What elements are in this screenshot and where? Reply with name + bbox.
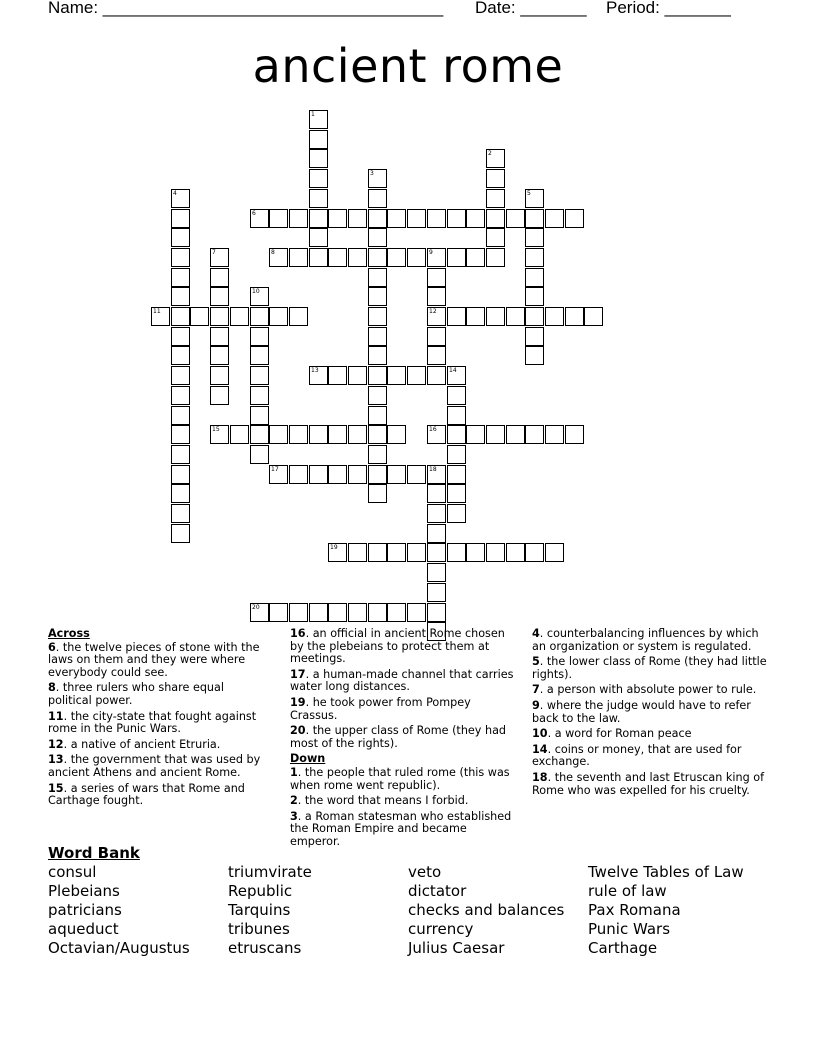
crossword-cell[interactable] <box>171 425 190 444</box>
down-heading: Down <box>290 752 326 766</box>
across-heading: Across <box>48 627 90 640</box>
clue-number: 16 <box>429 426 437 433</box>
clue-number: 5 <box>527 190 531 197</box>
crossword-cell[interactable] <box>171 386 190 405</box>
crossword-cell[interactable] <box>250 603 269 622</box>
crossword-cell[interactable] <box>269 425 288 444</box>
word-bank-column-4 <box>588 863 744 958</box>
crossword-cell[interactable] <box>368 287 387 306</box>
crossword-cell[interactable] <box>289 209 308 228</box>
crossword-cell[interactable] <box>545 307 564 326</box>
crossword-cell[interactable] <box>368 346 387 365</box>
crossword-cell[interactable] <box>348 465 367 484</box>
crossword-cell[interactable] <box>348 209 367 228</box>
crossword-cell[interactable] <box>250 366 269 385</box>
crossword-cell[interactable] <box>368 445 387 464</box>
crossword-cell[interactable] <box>269 603 288 622</box>
crossword-cell[interactable] <box>171 228 190 247</box>
clue-column-2 <box>290 628 520 852</box>
clue-across-11: 11. the city-state that fought against rome in the Punic Wars. <box>48 709 257 736</box>
word-bank-item: Octavian/Augustus <box>48 939 190 957</box>
clue-across-17: 17. a human-made channel that carries water long distances. <box>290 667 514 694</box>
crossword-cell[interactable] <box>328 603 347 622</box>
word-bank-item: dictator <box>408 882 467 900</box>
crossword-cell[interactable] <box>250 327 269 346</box>
crossword-cell[interactable] <box>486 228 505 247</box>
crossword-cell[interactable] <box>250 287 269 306</box>
crossword-cell[interactable] <box>309 465 328 484</box>
crossword-cell[interactable] <box>447 386 466 405</box>
crossword-cell[interactable] <box>348 425 367 444</box>
clue-number: 10 <box>252 288 260 295</box>
word-bank-item: Republic <box>228 882 293 900</box>
clue-column-3 <box>532 628 768 800</box>
crossword-cell[interactable] <box>427 465 446 484</box>
crossword-cell[interactable] <box>269 248 288 267</box>
clue-across-20: 20. the upper class of Rome (they had most of the rights). <box>290 724 507 750</box>
word-bank-item: currency <box>408 920 474 938</box>
crossword-cell[interactable] <box>427 287 446 306</box>
crossword-cell[interactable] <box>447 248 466 267</box>
crossword-cell[interactable] <box>387 425 406 444</box>
crossword-cell[interactable] <box>250 445 269 464</box>
crossword-cell[interactable] <box>171 346 190 365</box>
crossword-cell[interactable] <box>368 603 387 622</box>
word-bank-item: aqueduct <box>48 920 119 938</box>
word-bank-item: rule of law <box>588 882 667 900</box>
word-bank-item: Plebeians <box>48 882 120 900</box>
crossword-cell[interactable] <box>269 307 288 326</box>
crossword-cell[interactable] <box>368 248 387 267</box>
crossword-cell[interactable] <box>368 366 387 385</box>
crossword-cell[interactable] <box>447 484 466 503</box>
crossword-cell[interactable] <box>368 425 387 444</box>
clue-across-19: 19. he took power from Pompey Crassus. <box>290 695 471 722</box>
crossword-cell[interactable] <box>486 425 505 444</box>
crossword-cell[interactable] <box>427 307 446 326</box>
crossword-cell[interactable] <box>210 327 229 346</box>
word-bank-column-3 <box>408 863 564 958</box>
crossword-cell[interactable] <box>171 268 190 287</box>
crossword-cell[interactable] <box>447 209 466 228</box>
crossword-cell[interactable] <box>466 209 485 228</box>
clue-number: 8 <box>271 249 275 256</box>
crossword-cell[interactable] <box>447 425 466 444</box>
clue-down-9: 9. where the judge would have to refer back to the law. <box>532 698 751 725</box>
crossword-cell[interactable] <box>348 603 367 622</box>
crossword-cell[interactable] <box>486 169 505 188</box>
crossword-cell[interactable] <box>230 307 249 326</box>
crossword-cell[interactable] <box>328 209 347 228</box>
clue-across-16: 16. an official in ancient Rome chosen by the plebeians to protect them at meetings. <box>290 627 505 666</box>
clue-down-18: 18. the seventh and last Etruscan king of Rome who was expelled for his cruelty. <box>532 770 765 797</box>
crossword-cell[interactable] <box>427 248 446 267</box>
clue-number: 13 <box>311 367 319 374</box>
crossword-cell[interactable] <box>171 307 190 326</box>
crossword-cell[interactable] <box>407 603 426 622</box>
crossword-cell[interactable] <box>427 504 446 523</box>
crossword-cell[interactable] <box>427 583 446 602</box>
clue-number: 2 <box>488 150 492 157</box>
clue-down-14: 14. coins or money, that are used for exchange. <box>532 742 742 769</box>
crossword-cell[interactable] <box>466 248 485 267</box>
word-bank-item: etruscans <box>228 939 302 957</box>
clue-number: 17 <box>271 466 279 473</box>
crossword-cell[interactable] <box>348 248 367 267</box>
crossword-cell[interactable] <box>447 504 466 523</box>
crossword-cell[interactable] <box>328 425 347 444</box>
clue-number: 3 <box>370 170 374 177</box>
crossword-cell[interactable] <box>368 406 387 425</box>
word-bank-item: veto <box>408 863 442 881</box>
crossword-cell[interactable] <box>427 209 446 228</box>
crossword-cell[interactable] <box>171 484 190 503</box>
crossword-cell[interactable] <box>545 543 564 562</box>
crossword-cell[interactable] <box>407 543 426 562</box>
crossword-cell[interactable] <box>328 366 347 385</box>
crossword-cell[interactable] <box>407 465 426 484</box>
crossword-cell[interactable] <box>171 287 190 306</box>
word-bank-item: Tarquins <box>228 901 291 919</box>
crossword-cell[interactable] <box>348 366 367 385</box>
clue-number: 1 <box>311 111 315 118</box>
word-bank-item: Twelve Tables of Law <box>588 863 744 881</box>
clue-column-1 <box>48 628 266 811</box>
crossword-cell[interactable] <box>525 327 544 346</box>
clue-number: 18 <box>429 466 437 473</box>
crossword-cell[interactable] <box>525 346 544 365</box>
clue-number: 7 <box>212 249 216 256</box>
crossword-cell[interactable] <box>466 543 485 562</box>
clue-down-7: 7. a person with absolute power to rule. <box>532 683 757 697</box>
crossword-cell[interactable] <box>309 425 328 444</box>
crossword-cell[interactable] <box>486 248 505 267</box>
crossword-cell[interactable] <box>171 366 190 385</box>
crossword-cell[interactable] <box>427 603 446 622</box>
crossword-cell[interactable] <box>250 386 269 405</box>
crossword-cell[interactable] <box>210 425 229 444</box>
crossword-cell[interactable] <box>486 189 505 208</box>
crossword-cell[interactable] <box>289 248 308 267</box>
crossword-cell[interactable] <box>447 406 466 425</box>
crossword-cell[interactable] <box>171 209 190 228</box>
clue-number: 12 <box>429 308 437 315</box>
clue-down-5: 5. the lower class of Rome (they had little rights). <box>532 655 767 681</box>
word-bank-item: tribunes <box>228 920 290 938</box>
crossword-cell[interactable] <box>171 445 190 464</box>
crossword-cell[interactable] <box>210 307 229 326</box>
crossword-cell[interactable] <box>525 307 544 326</box>
crossword-cell[interactable] <box>427 543 446 562</box>
crossword-cell[interactable] <box>309 110 328 129</box>
crossword-cell[interactable] <box>368 268 387 287</box>
crossword-cell[interactable] <box>368 307 387 326</box>
crossword-cell[interactable] <box>230 425 249 444</box>
crossword-cell[interactable] <box>171 189 190 208</box>
crossword-cell[interactable] <box>545 425 564 444</box>
crossword-cell[interactable] <box>525 228 544 247</box>
crossword-cell[interactable] <box>368 386 387 405</box>
crossword-cell[interactable] <box>171 406 190 425</box>
crossword-cell[interactable] <box>447 307 466 326</box>
crossword-cell[interactable] <box>368 169 387 188</box>
crossword-cell[interactable] <box>171 248 190 267</box>
crossword-cell[interactable] <box>525 268 544 287</box>
crossword-cell[interactable] <box>309 248 328 267</box>
word-bank-item: Punic Wars <box>588 920 671 938</box>
word-bank-item: consul <box>48 863 97 881</box>
clue-down-1: 1. the people that ruled rome (this was when rome went republic). <box>290 765 510 792</box>
crossword-cell[interactable] <box>466 307 485 326</box>
crossword-cell[interactable] <box>525 287 544 306</box>
clue-number: 20 <box>252 604 260 611</box>
crossword-cell[interactable] <box>269 465 288 484</box>
date-field[interactable]: Date: _______ <box>475 0 587 17</box>
crossword-cell[interactable] <box>447 445 466 464</box>
crossword-cell[interactable] <box>486 307 505 326</box>
clue-number: 19 <box>330 544 338 551</box>
word-bank-title: Word Bank <box>48 844 140 862</box>
crossword-cell[interactable] <box>427 327 446 346</box>
crossword-cell[interactable] <box>447 543 466 562</box>
crossword-cell[interactable] <box>486 543 505 562</box>
crossword-cell[interactable] <box>584 307 603 326</box>
crossword-cell[interactable] <box>525 209 544 228</box>
crossword-cell[interactable] <box>210 346 229 365</box>
crossword-cell[interactable] <box>171 327 190 346</box>
word-bank-item: patricians <box>48 901 122 919</box>
crossword-cell[interactable] <box>368 228 387 247</box>
crossword-cell[interactable] <box>506 209 525 228</box>
crossword-cell[interactable] <box>486 149 505 168</box>
word-bank-column-1 <box>48 863 190 958</box>
crossword-cell[interactable] <box>525 189 544 208</box>
clue-down-2: 2. the word that means I forbid. <box>290 794 469 808</box>
crossword-cell[interactable] <box>427 268 446 287</box>
crossword-cell[interactable] <box>348 543 367 562</box>
crossword-cell[interactable] <box>466 425 485 444</box>
period-field[interactable]: Period: _______ <box>606 0 731 17</box>
crossword-cell[interactable] <box>447 366 466 385</box>
crossword-cell[interactable] <box>565 209 584 228</box>
clue-number: 6 <box>252 210 256 217</box>
crossword-cell[interactable] <box>289 603 308 622</box>
clue-across-15: 15. a series of wars that Rome and Carthage fought. <box>48 781 245 808</box>
clue-number: 4 <box>173 190 177 197</box>
crossword-cell[interactable] <box>309 169 328 188</box>
clue-down-3: 3. a Roman statesman who established the Roman Empire and became emperor. <box>290 809 512 848</box>
clue-number: 11 <box>153 308 161 315</box>
crossword-cell[interactable] <box>387 248 406 267</box>
crossword-cell[interactable] <box>250 406 269 425</box>
crossword-cell[interactable] <box>210 268 229 287</box>
clue-across-8: 8. three rulers who share equal political power. <box>48 681 224 707</box>
name-field[interactable]: Name: ____________________________________ <box>48 0 444 17</box>
crossword-cell[interactable] <box>486 209 505 228</box>
crossword-cell[interactable] <box>387 543 406 562</box>
clue-number: 14 <box>449 367 457 374</box>
word-bank-item: Carthage <box>588 939 658 957</box>
word-bank-item: Pax Romana <box>588 901 681 919</box>
crossword-cell[interactable] <box>525 425 544 444</box>
crossword-cell[interactable] <box>368 189 387 208</box>
clue-across-6: 6. the twelve pieces of stone with the laws on them and they were where everybody could see. <box>48 640 260 679</box>
crossword-cell[interactable] <box>171 524 190 543</box>
crossword-cell[interactable] <box>190 307 209 326</box>
word-bank-column-2 <box>228 863 312 958</box>
crossword-cell[interactable] <box>309 149 328 168</box>
word-bank-item: triumvirate <box>228 863 312 881</box>
crossword-cell[interactable] <box>368 209 387 228</box>
crossword-cell[interactable] <box>171 465 190 484</box>
crossword-cell[interactable] <box>427 346 446 365</box>
crossword-cell[interactable] <box>309 209 328 228</box>
crossword-cell[interactable] <box>368 465 387 484</box>
crossword-cell[interactable] <box>368 543 387 562</box>
clue-number: 15 <box>212 426 220 433</box>
crossword-cell[interactable] <box>328 465 347 484</box>
crossword-cell[interactable] <box>506 307 525 326</box>
clue-down-4: 4. counterbalancing influences by which an organization or system is regulated. <box>532 627 759 653</box>
header <box>0 0 816 22</box>
crossword-cell[interactable] <box>387 209 406 228</box>
crossword-cell[interactable] <box>309 189 328 208</box>
crossword-cell[interactable] <box>289 465 308 484</box>
crossword-cell[interactable] <box>427 484 446 503</box>
crossword-cell[interactable] <box>250 209 269 228</box>
crossword-cell[interactable] <box>250 425 269 444</box>
crossword-cell[interactable] <box>387 465 406 484</box>
crossword-cell[interactable] <box>171 504 190 523</box>
crossword-cell[interactable] <box>427 524 446 543</box>
crossword-cell[interactable] <box>506 425 525 444</box>
crossword-cell[interactable] <box>309 130 328 149</box>
clue-number: 9 <box>429 249 433 256</box>
crossword-cell[interactable] <box>565 307 584 326</box>
crossword-cell[interactable] <box>407 248 426 267</box>
crossword-cell[interactable] <box>250 307 269 326</box>
crossword-cell[interactable] <box>506 543 525 562</box>
crossword-cell[interactable] <box>328 248 347 267</box>
crossword-cell[interactable] <box>407 366 426 385</box>
clue-down-10: 10. a word for Roman peace <box>532 727 692 741</box>
crossword-cell[interactable] <box>269 209 288 228</box>
crossword-cell[interactable] <box>525 543 544 562</box>
crossword-cell[interactable] <box>387 366 406 385</box>
crossword-cell[interactable] <box>427 366 446 385</box>
crossword-cell[interactable] <box>309 228 328 247</box>
crossword-cell[interactable] <box>151 307 170 326</box>
crossword-cell[interactable] <box>525 248 544 267</box>
word-bank-item: checks and balances <box>408 901 565 919</box>
crossword-cell[interactable] <box>427 425 446 444</box>
crossword-cell[interactable] <box>250 346 269 365</box>
crossword-cell[interactable] <box>210 248 229 267</box>
crossword-cell[interactable] <box>328 543 347 562</box>
crossword-cell[interactable] <box>368 327 387 346</box>
clue-across-12: 12. a native of ancient Etruria. <box>48 737 221 751</box>
crossword-cell[interactable] <box>545 209 564 228</box>
crossword-cell[interactable] <box>447 465 466 484</box>
crossword-cell[interactable] <box>427 563 446 582</box>
crossword-cell[interactable] <box>565 425 584 444</box>
crossword-cell[interactable] <box>368 484 387 503</box>
crossword-cell[interactable] <box>289 425 308 444</box>
page-title: ancient rome <box>252 39 564 93</box>
crossword-cell[interactable] <box>309 366 328 385</box>
word-bank-item: Julius Caesar <box>408 939 505 957</box>
crossword-cell[interactable] <box>210 386 229 405</box>
crossword-cell[interactable] <box>309 603 328 622</box>
crossword-cell[interactable] <box>407 209 426 228</box>
crossword-cell[interactable] <box>387 603 406 622</box>
crossword-cell[interactable] <box>210 366 229 385</box>
crossword-cell[interactable] <box>289 307 308 326</box>
crossword-cell[interactable] <box>210 287 229 306</box>
clue-across-13: 13. the government that was used by ancient Athens and ancient Rome. <box>48 753 261 779</box>
